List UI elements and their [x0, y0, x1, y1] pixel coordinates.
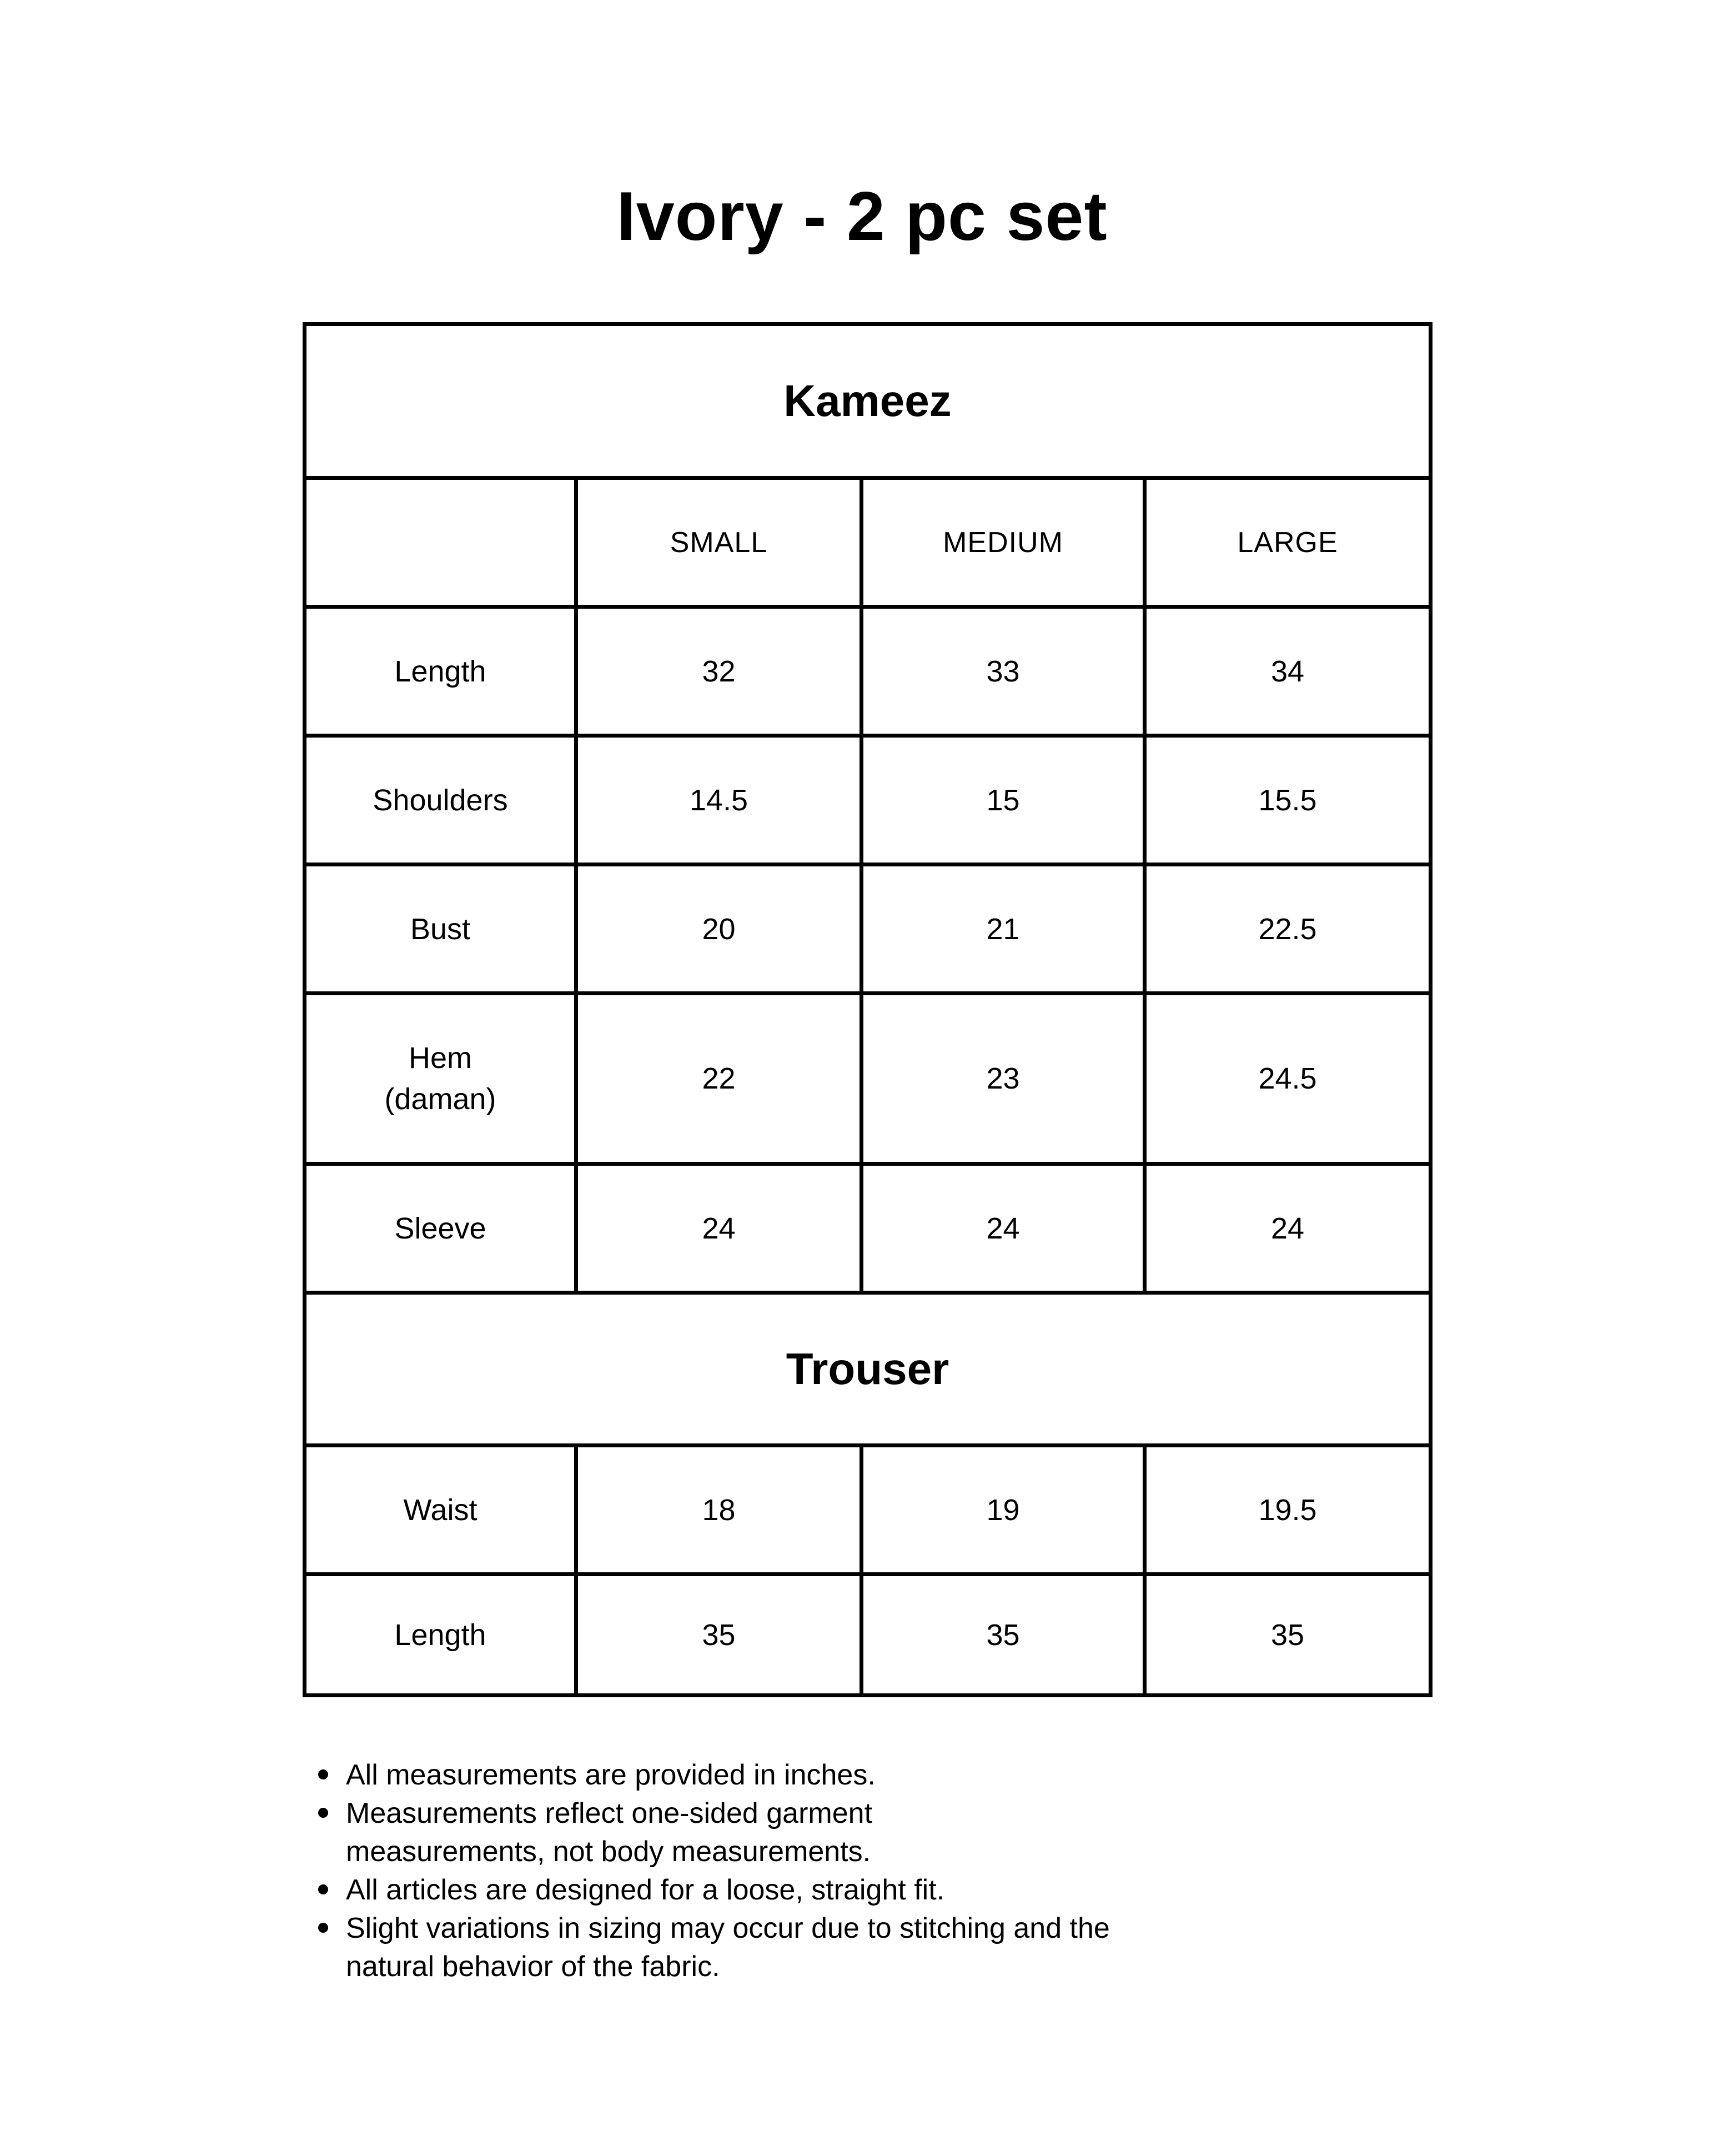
- row-label-line: (daman): [384, 1082, 496, 1116]
- table-cell: 22.5: [1258, 912, 1317, 946]
- table-cell: 23: [863, 995, 1147, 1162]
- table-cell: 35: [578, 1576, 863, 1693]
- bullet-icon: [318, 1808, 328, 1818]
- table-row: [306, 1576, 1429, 1693]
- table-cell: 33: [863, 609, 1147, 734]
- table-cell: 15: [863, 738, 1147, 863]
- size-header-row: [306, 480, 1429, 609]
- column-header-small: SMALL: [578, 480, 863, 605]
- table-cell: 24: [863, 1166, 1147, 1291]
- row-label: Length: [306, 1576, 578, 1693]
- table-cell: 24.5: [1258, 1062, 1317, 1095]
- table-cell: 24: [1270, 1211, 1305, 1245]
- note-text: All articles are designed for a loose, straight fit.: [346, 1874, 945, 1906]
- trouser-section-row: [306, 1295, 1429, 1447]
- row-label: Shoulders: [306, 738, 578, 863]
- page-title: Ivory - 2 pc set: [616, 178, 1108, 255]
- table-cell: 34: [1270, 654, 1305, 688]
- table-cell: 20: [578, 866, 863, 991]
- table-row: [306, 738, 1429, 866]
- table-row: [306, 1447, 1429, 1576]
- list-item: [314, 1871, 1123, 1909]
- table-cell: 14.5: [578, 738, 863, 863]
- table-cell: 19: [863, 1447, 1147, 1572]
- list-item: [314, 1794, 1012, 1871]
- table-cell: 22: [578, 995, 863, 1162]
- size-chart-table: [303, 322, 1433, 1697]
- table-cell: 35: [863, 1576, 1147, 1693]
- table-cell: 24: [578, 1166, 863, 1291]
- bullet-icon: [318, 1769, 328, 1779]
- table-cell: 32: [578, 609, 863, 734]
- row-label: Length: [306, 609, 578, 734]
- bullet-icon: [318, 1923, 328, 1933]
- table-cell: 18: [578, 1447, 863, 1572]
- note-text: Slight variations in sizing may occur due to stitching and the natural behavior of the fabric.: [346, 1912, 1110, 1983]
- table-row: [306, 1166, 1429, 1295]
- row-label: [306, 995, 578, 1162]
- table-cell: 21: [863, 866, 1147, 991]
- table-row: [306, 866, 1429, 995]
- trouser-heading: Trouser: [786, 1344, 949, 1393]
- note-text: Measurements reflect one-sided garment measurements, not body measurements.: [346, 1797, 873, 1868]
- kameez-section-row: [306, 326, 1429, 480]
- notes-list: [314, 1756, 1123, 1986]
- table-cell: 19.5: [1258, 1493, 1317, 1527]
- kameez-heading: Kameez: [783, 376, 952, 425]
- table-row: [306, 995, 1429, 1166]
- header-blank-cell: [306, 480, 578, 605]
- row-label-line: Hem: [408, 1041, 472, 1075]
- table-row: [306, 609, 1429, 738]
- table-cell: 15.5: [1258, 783, 1317, 817]
- list-item: [314, 1909, 1112, 1986]
- row-label: Bust: [306, 866, 578, 991]
- row-label: Waist: [306, 1447, 578, 1572]
- column-header-large: LARGE: [1237, 526, 1338, 559]
- list-item: [314, 1756, 1123, 1794]
- bullet-icon: [318, 1884, 328, 1894]
- table-cell: 35: [1270, 1618, 1305, 1652]
- row-label: Sleeve: [306, 1166, 578, 1291]
- note-text: All measurements are provided in inches.: [346, 1759, 876, 1791]
- column-header-medium: MEDIUM: [863, 480, 1147, 605]
